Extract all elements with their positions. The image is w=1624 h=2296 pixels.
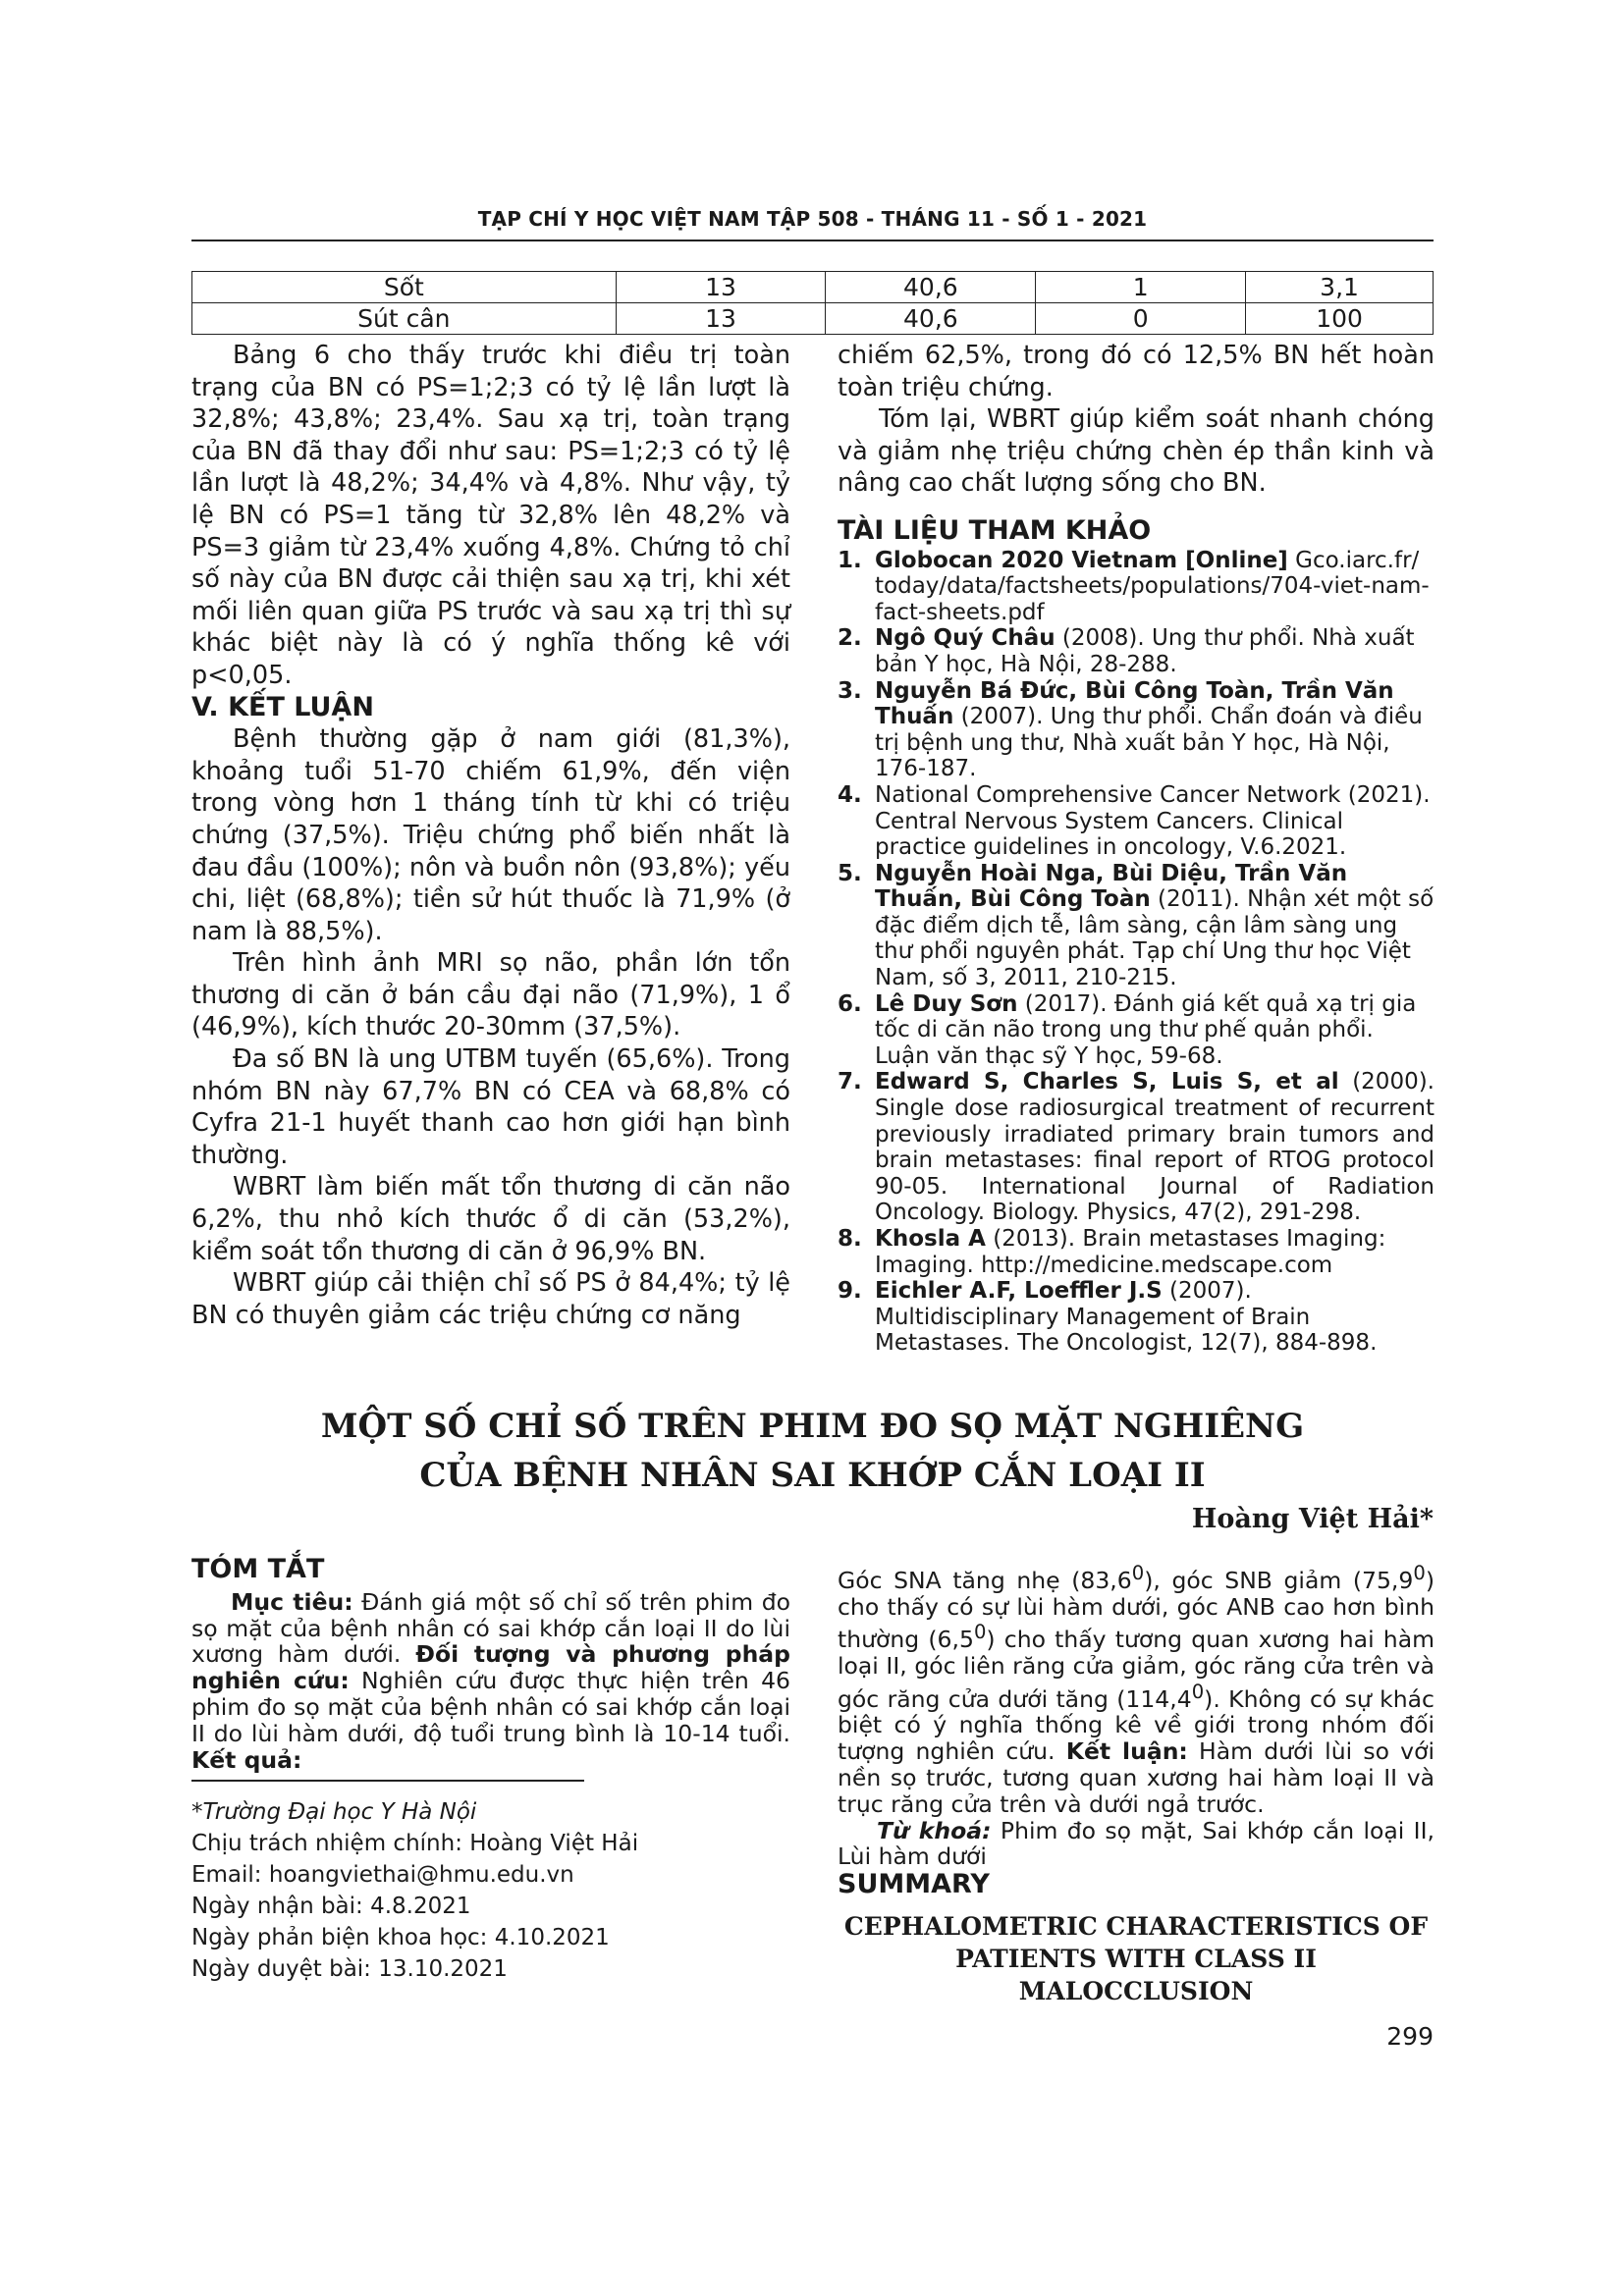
date-reviewed: Ngày phản biện khoa học: 4.10.2021 (191, 1925, 610, 1950)
section-heading: V. KẾT LUẬN (191, 691, 374, 722)
summary-heading: SUMMARY (838, 1869, 990, 1899)
list-item: 3. Nguyễn Bá Đức, Bùi Công Toàn, Trần Văn Thuấn (2007). Ung thư phổi. Chẩn đoán và điều trị bệnh ung thư, Nhà xuất bản Y học, Hà Nội, 176-187. (838, 677, 1423, 782)
article-title (191, 1402, 1434, 1500)
list-item: 8. Khosla A (2013). Brain metastases Imaging: Imaging. http://medicine.medscape.com (838, 1226, 1386, 1278)
author-name: Hoàng Việt Hải* (1191, 1504, 1434, 1534)
table-cell: Sút cân (192, 303, 617, 335)
paragraph: Trên hình ảnh MRI sọ não, phần lớn tổn thương di căn ở bán cầu đại não (71,9%), 1 ổ (46,9%), kích thước 20-30mm (37,5%). (191, 948, 790, 1042)
paragraph: chiếm 62,5%, trong đó có 12,5% BN hết hoàn toàn triệu chứng. (838, 341, 1435, 402)
table-row (192, 272, 1434, 303)
footnotes (191, 1796, 638, 1985)
right-column (838, 340, 1435, 1357)
keywords: Từ khoá: Phim đo sọ mặt, Sai khớp cắn loại II, Lùi hàm dưới (838, 1816, 1435, 1871)
responsible-author: Chịu trách nhiệm chính: Hoàng Việt Hải (191, 1831, 639, 1856)
list-item: 7. Edward S, Charles S, Luis S, et al (2000). Single dose radiosurgical treatment of recurrent previously irradiated primary brain tumors and brain metastases: final report of RTOG protocol 90-05. International Journal of Radiation Oncology. Biology. Physics, 47(2), 291-298. (838, 1069, 1435, 1226)
abstract-paragraph: Mục tiêu: Đánh giá một số chỉ số trên phim đo sọ mặt của bệnh nhân có sai khớp cắn loại II do lùi xương hàm dưới. Đối tượng và phương pháp nghiên cứu: Nghiên cứu được thực hiện trên 46 phim đo sọ mặt của bệnh nhân có sai khớp cắn loại II do lùi hàm dưới, độ tuổi trung bình là 10-14 tuổi. Kết quả: (191, 1587, 790, 1774)
table-cell: 100 (1246, 303, 1434, 335)
table-cell: 0 (1036, 303, 1246, 335)
abstract-heading: TÓM TẮT (191, 1554, 325, 1584)
email: Email: hoangviethai@hmu.edu.vn (191, 1862, 574, 1888)
abstract-left (191, 1554, 790, 1774)
date-received: Ngày nhận bài: 4.8.2021 (191, 1894, 471, 1919)
table-cell: 1 (1036, 272, 1246, 303)
list-item: 2. Ngô Quý Châu (2008). Ung thư phổi. Nhà xuất bản Y học, Hà Nội, 28-288. (838, 625, 1415, 677)
section-heading: TÀI LIỆU THAM KHẢO (838, 514, 1152, 546)
paragraph: Bảng 6 cho thấy trước khi điều trị toàn trạng của BN có PS=1;2;3 có tỷ lệ lần lượt là 32,8%; 43,8%; 23,4%. Sau xạ trị, toàn trạng của BN đã thay đổi như sau: PS=1;2;3 có tỷ lệ lần lượt là 48,2%; 34,4% và 4,8%. Như vậy, tỷ lệ BN có PS=1 tăng từ 32,8% lên 48,2% và PS=3 giảm từ 23,4% xuống 4,8%. Chứng tỏ chỉ số này của BN được cải thiện sau xạ trị, khi xét mối liên quan giữa PS trước và sau xạ trị thì sự khác biệt này là có ý nghĩa thống kê với p<0,05. (191, 341, 790, 690)
list-item: 9. Eichler A.F, Loeffler J.S (2007). Multidisciplinary Management of Brain Metastases. The Oncologist, 12(7), 884-898. (838, 1278, 1378, 1357)
abstract-paragraph: Góc SNA tăng nhẹ (83,6$^0$), góc SNB giảm (75,9$^0$) cho thấy có sự lùi hàm dưới, góc ANB cao hơn bình thường $(6,5^0)$ cho thấy tương quan xương hai hàm loại II, góc liên răng cửa giảm, góc răng cửa trên và góc răng cửa dưới tăng (114,4$^0$). Không có sự khác biệt có ý nghĩa thống kê về giới trong nhóm đối tượng nghiên cứu. Kết luận: Hàm dưới lùi so với nền sọ trước, tương quan xương hai hàm loại II và trục răng cửa trên và dưới ngả trước. (838, 1562, 1435, 1818)
table-cell: 40,6 (826, 303, 1036, 335)
abstract-right (838, 1561, 1435, 1870)
article-title-line: CỦA BỆNH NHÂN SAI KHỚP CẮN LOẠI II (419, 1456, 1206, 1495)
table-cell: 40,6 (826, 272, 1036, 303)
list-item: 5. Nguyễn Hoài Nga, Bùi Diệu, Trần Văn Thuấn, Bùi Công Toàn (2011). Nhận xét một số đặc điểm dịch tễ, lâm sàng, cận lâm sàng ung thư phổi nguyên phát. Tạp chí Ung thư học Việt Nam, số 3, 2011, 210-215. (838, 860, 1435, 991)
header-rule (191, 240, 1434, 241)
paragraph: Bệnh thường gặp ở nam giới (81,3%), khoảng tuổi 51-70 chiếm 61,9%, đến viện trong vòng hơn 1 tháng tính từ khi có triệu chứng (37,5%). Triệu chứng phổ biến nhất là đau đầu (100%); nôn và buồn nôn (93,8%); yếu chi, liệt (68,8%); tiền sử hút thuốc là 71,9% (ở nam là 88,5%). (191, 724, 790, 946)
table-cell: 13 (616, 272, 826, 303)
article-title-line: MỘT SỐ CHỈ SỐ TRÊN PHIM ĐO SỌ MẶT NGHIÊNG (320, 1407, 1305, 1446)
reference-list (838, 548, 1435, 1357)
affiliation: *Trường Đại học Y Hà Nội (191, 1799, 477, 1825)
summary-title-line: CEPHALOMETRIC CHARACTERISTICS OF (843, 1912, 1429, 1941)
footnote-rule (191, 1780, 584, 1782)
table-cell: 3,1 (1246, 272, 1434, 303)
paragraph: Đa số BN là ung UTBM tuyến (65,6%). Trong nhóm BN này 67,7% BN có CEA và 68,8% có Cyfra 21-1 huyết thanh cao hơn giới hạn bình thường. (191, 1044, 790, 1170)
table-cell: Sốt (192, 272, 617, 303)
paragraph: Tóm lại, WBRT giúp kiểm soát nhanh chóng và giảm nhẹ triệu chứng chèn ép thần kinh và nâng cao chất lượng sống cho BN. (838, 404, 1435, 499)
list-item: 6. Lê Duy Sơn (2017). Đánh giá kết quả xạ trị gia tốc di căn não trong ung thư phế quản phổi. Luận văn thạc sỹ Y học, 59-68. (838, 990, 1417, 1069)
paragraph: WBRT giúp cải thiện chỉ số PS ở 84,4%; tỷ lệ BN có thuyên giảm các triệu chứng cơ năng (191, 1268, 790, 1330)
results-table (191, 271, 1434, 335)
summary-title-line: PATIENTS WITH CLASS II MALOCCLUSION (955, 1945, 1317, 2005)
running-header: TẠP CHÍ Y HỌC VIỆT NAM TẬP 508 - THÁNG 11 - SỐ 1 - 2021 (477, 207, 1148, 231)
page-number: 299 (1386, 2022, 1434, 2051)
paragraph: WBRT làm biến mất tổn thương di căn não 6,2%, thu nhỏ kích thước ổ di căn (53,2%), kiểm soát tổn thương di căn ở 96,9% BN. (191, 1172, 790, 1266)
left-column (191, 340, 790, 1331)
list-item: 4. National Comprehensive Cancer Network (2021). Central Nervous System Cancers. Clinical practice guidelines in oncology, V.6.2021. (838, 781, 1431, 861)
table-cell: 13 (616, 303, 826, 335)
list-item: 1. Globocan 2020 Vietnam [Online] Gco.iarc.fr/ today/data/factsheets/populations/704-viet-nam-fact-sheets.pdf (838, 547, 1430, 625)
table-row (192, 303, 1434, 335)
summary-title (838, 1910, 1435, 2007)
date-accepted: Ngày duyệt bài: 13.10.2021 (191, 1956, 508, 1982)
